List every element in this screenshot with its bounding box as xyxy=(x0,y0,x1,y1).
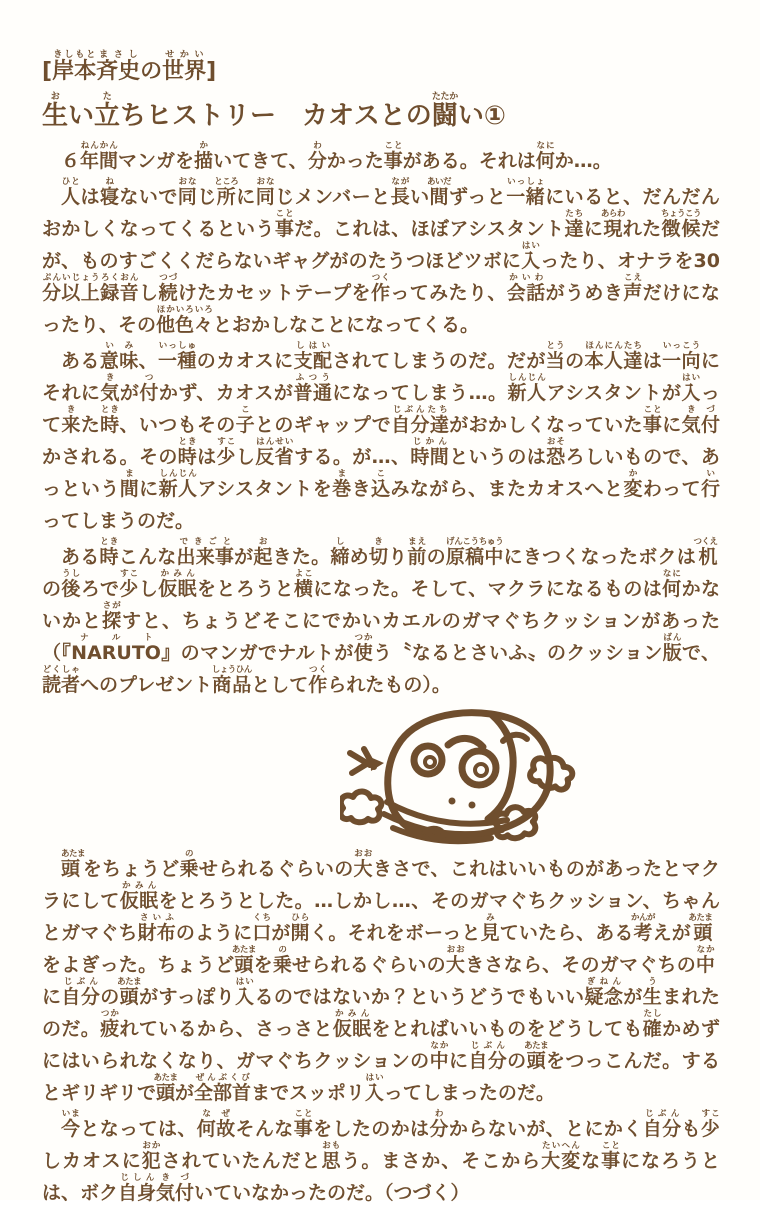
paragraph: ６年間ねんかんマンガを描かいてきて、分わかった事ことがある。それは何なにか…。 xyxy=(61,141,612,172)
paragraph: ある時ときこんな出来事できごとが起おきた。締しめ切きり前まえの原稿中げんこうちゅうにきつくなったボクは机つくえの後うしろで少すこし仮眠かみんをとろうと横よこになった。そして、マクラになるものは何なにかないかと探さがすと、ちょうどそこにでかいカエルのガマぐちクッションがあった（『NARUTOナルト』のマンガでナルトが使つかう〝なるとさいふ〟のクッション版ばんで、読者どくしゃへのプレゼント商品しょうひんとして作つくられたもの）。 xyxy=(42,537,720,696)
frog-doodle-svg xyxy=(340,705,598,847)
paragraph: ある意味いみ、一種いっしゅのカオスに支配しはいされてしまうのだ。だが当とうの本人達ほんにんたちは一向いっこうにそれに気きが付つかず、カオスが普通ふつうになってしまう…。新人しんじんアシスタントが入はいって来きた時とき、いつもその子ことのギャップで自分達じぶんたちがおかしくなっていた事ことに気付きづかされる。その時ときは少すこし反省はんせいする。が…、時間じかんというのは恐おそろしいもので、あっという間まに新人しんじんアシスタントを巻まき込こみながら、またカオスへと変かわって行いってしまうのだ。 xyxy=(42,341,720,532)
arrow-doodle-icon xyxy=(350,749,384,773)
article-title: 生おい立たちヒストリー カオスとの闘たたかい① xyxy=(42,92,506,131)
paragraph: 今いまとなっては、何故なぜそんな事ことをしたのかは分わからないが、とにかく自分じぶんも少すこしカオスに犯おかされていたんだと思おもう。まさか、そこから大変たいへんな事ことになろうとは、ボク自身じしん気付きづいていなかったのだ。（つづく） xyxy=(42,1109,720,1204)
paragraph: 頭あたまをちょうど乗のせられるぐらいの大おおきさで、これはいいものがあったとマクラにして仮眠かみんをとろうとした。…しかし…、そのガマぐちクッション、ちゃんとガマぐち財布さいふのように口くちが開ひらく。それをボーっと見みていたら、ある考かんがえが頭あたまをよぎった。ちょうど頭あたまを乗のせられるぐらいの大おおきさなら、そのガマぐちの中なかに自分じぶんの頭あたまがすっぽり入はいるのではないか？というどうでもいい疑念ぎねんが生うまれたのだ。疲つかれているから、さっさと仮眠かみんをとればいいものをどうしても確たしかめずにはいられなくなり、ガマぐちクッションの中なかに自分じぶんの頭あたまをつっこんだ。するとギリギリで頭あたまが全部首ぜんぶくびまでスッポリ入はいってしまったのだ。 xyxy=(42,849,720,1104)
paragraph: 人ひとは寝ねないで同おなじ所ところに同おなじメンバーと長ながい間あいだずっと一緒いっしょにいると、だんだんおかしくなってくるという事ことだ。これは、ほぼアシスタント達たちに現あらわれた徴候ちょうこうだが、ものすごくくだらないギャグがのたうつほどツボに入はいったり、オナラを30分以上ぷんいじょう録音ろくおんし続つづけたカセットテープを作つくってみたり、会話かいわがうめき声こえだけになったり、その他ほか色々いろいろとおかしなことになってくる。 xyxy=(42,177,720,336)
series-title: [岸本きしもと斉史まさしの世界せかい] xyxy=(42,50,217,84)
frog-doodle-illustration xyxy=(340,705,598,847)
article-body xyxy=(42,141,720,1209)
